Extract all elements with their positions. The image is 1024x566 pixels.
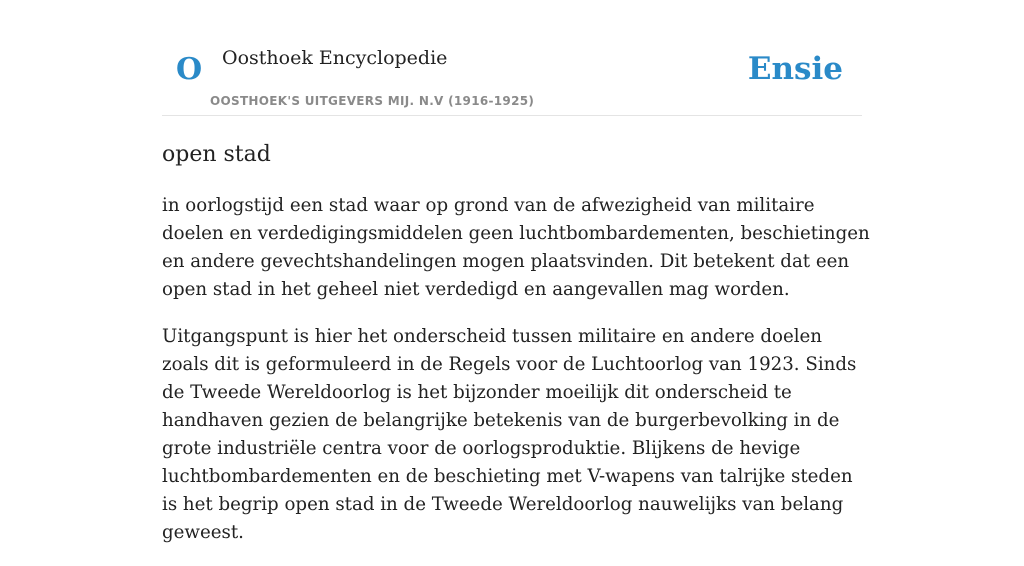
entry-paragraph: in oorlogstijd een stad waar op grond van de afwezigheid van militaire doelen en verdedigingsmiddelen geen luchtbombardementen, beschietingen en andere gevechtshandelingen mogen plaatsvinden. Dit betekent dat een open stad in het geheel niet verdedigd en aangevallen mag worden. (162, 195, 870, 300)
site-header (162, 0, 862, 116)
brand-logo-link[interactable]: Ensie (747, 51, 843, 87)
entry-body (162, 192, 872, 566)
page-container (162, 0, 870, 543)
site-title[interactable]: Oosthoek Encyclopedie (222, 47, 448, 69)
logo-mark[interactable]: O (176, 52, 203, 87)
entry-title: open stad (162, 142, 271, 167)
entry-paragraph: Uitgangspunt is hier het onderscheid tussen militaire en andere doelen zoals dit is geformuleerd in de Regels voor de Luchtoorlog van 1923. Sinds de Tweede Wereldoorlog is het bijzonder moeilijk dit onderscheid te handhaven gezien de belangrijke betekenis van de burgerbevolking in de grote industriële centra voor de oorlogsproduktie. Blijkens de hevige luchtbombardementen en de beschieting met V-wapens van talrijke steden is het begrip open stad in de Tweede Wereldoorlog nauwelijks van belang geweest. (162, 326, 857, 543)
site-subtitle: OOSTHOEK'S UITGEVERS MIJ. N.V (1916-1925) (210, 94, 535, 108)
